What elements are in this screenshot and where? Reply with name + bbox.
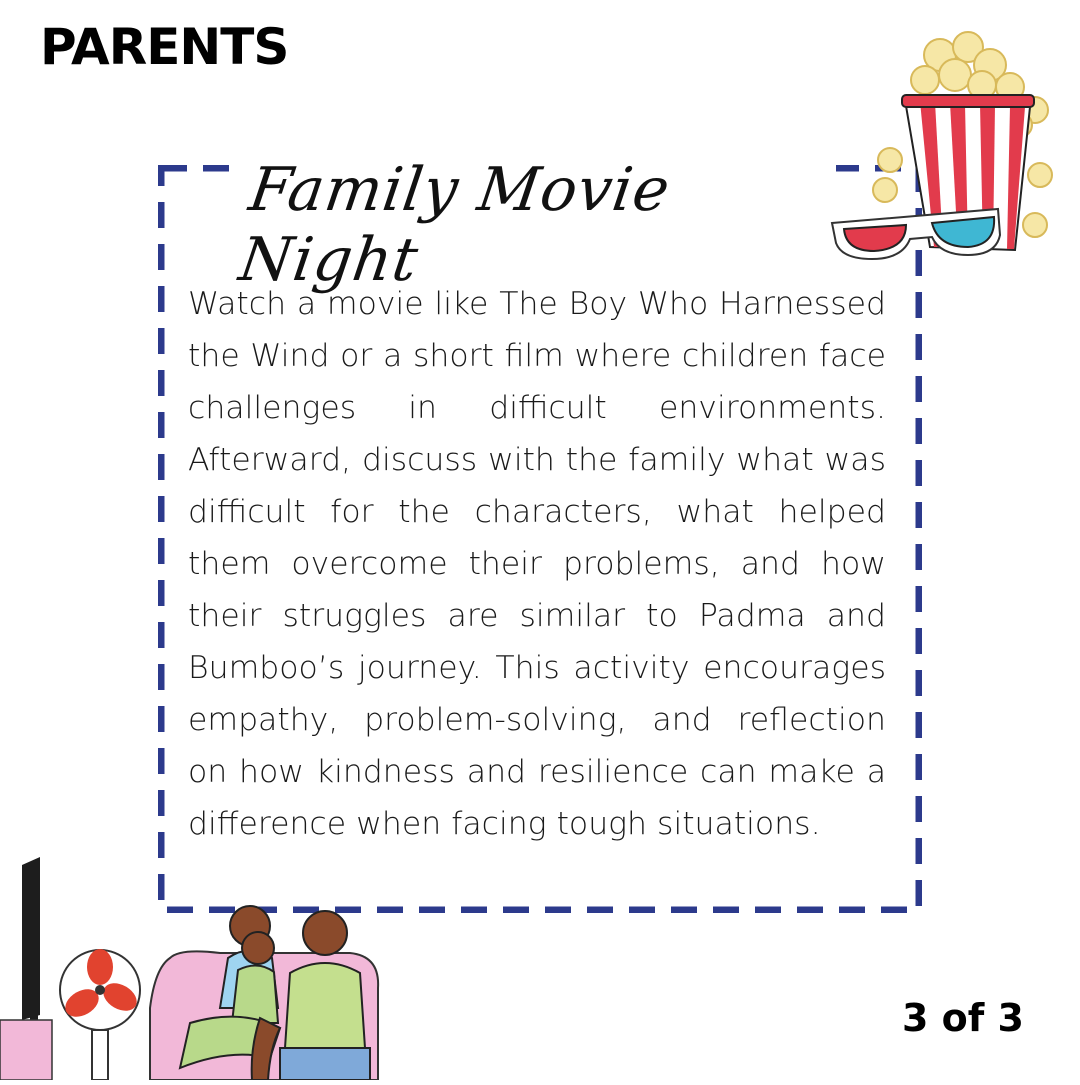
card-body-text: Watch a movie like The Boy Who Harnessed the Wind or a short film where children face challenges in difficult environments. Afterward, discuss with the family what was difficult for the characters, what helped them overcome their problems, and how their struggles are similar to Padma and Bumboo’s journey. This activity encourages empathy, problem-solving, and reflection on how kindness and resilience can make a difference when facing tough situations.	[188, 286, 886, 842]
page-header: PARENTS	[40, 18, 289, 76]
page-counter: 3 of 3	[902, 996, 1024, 1040]
television-icon	[0, 855, 60, 1080]
family-on-sofa-illustration	[140, 898, 385, 1080]
desk-fan-icon	[58, 945, 143, 1080]
card-title: Family Movie Night	[235, 155, 675, 295]
3d-glasses-icon	[828, 205, 1004, 263]
